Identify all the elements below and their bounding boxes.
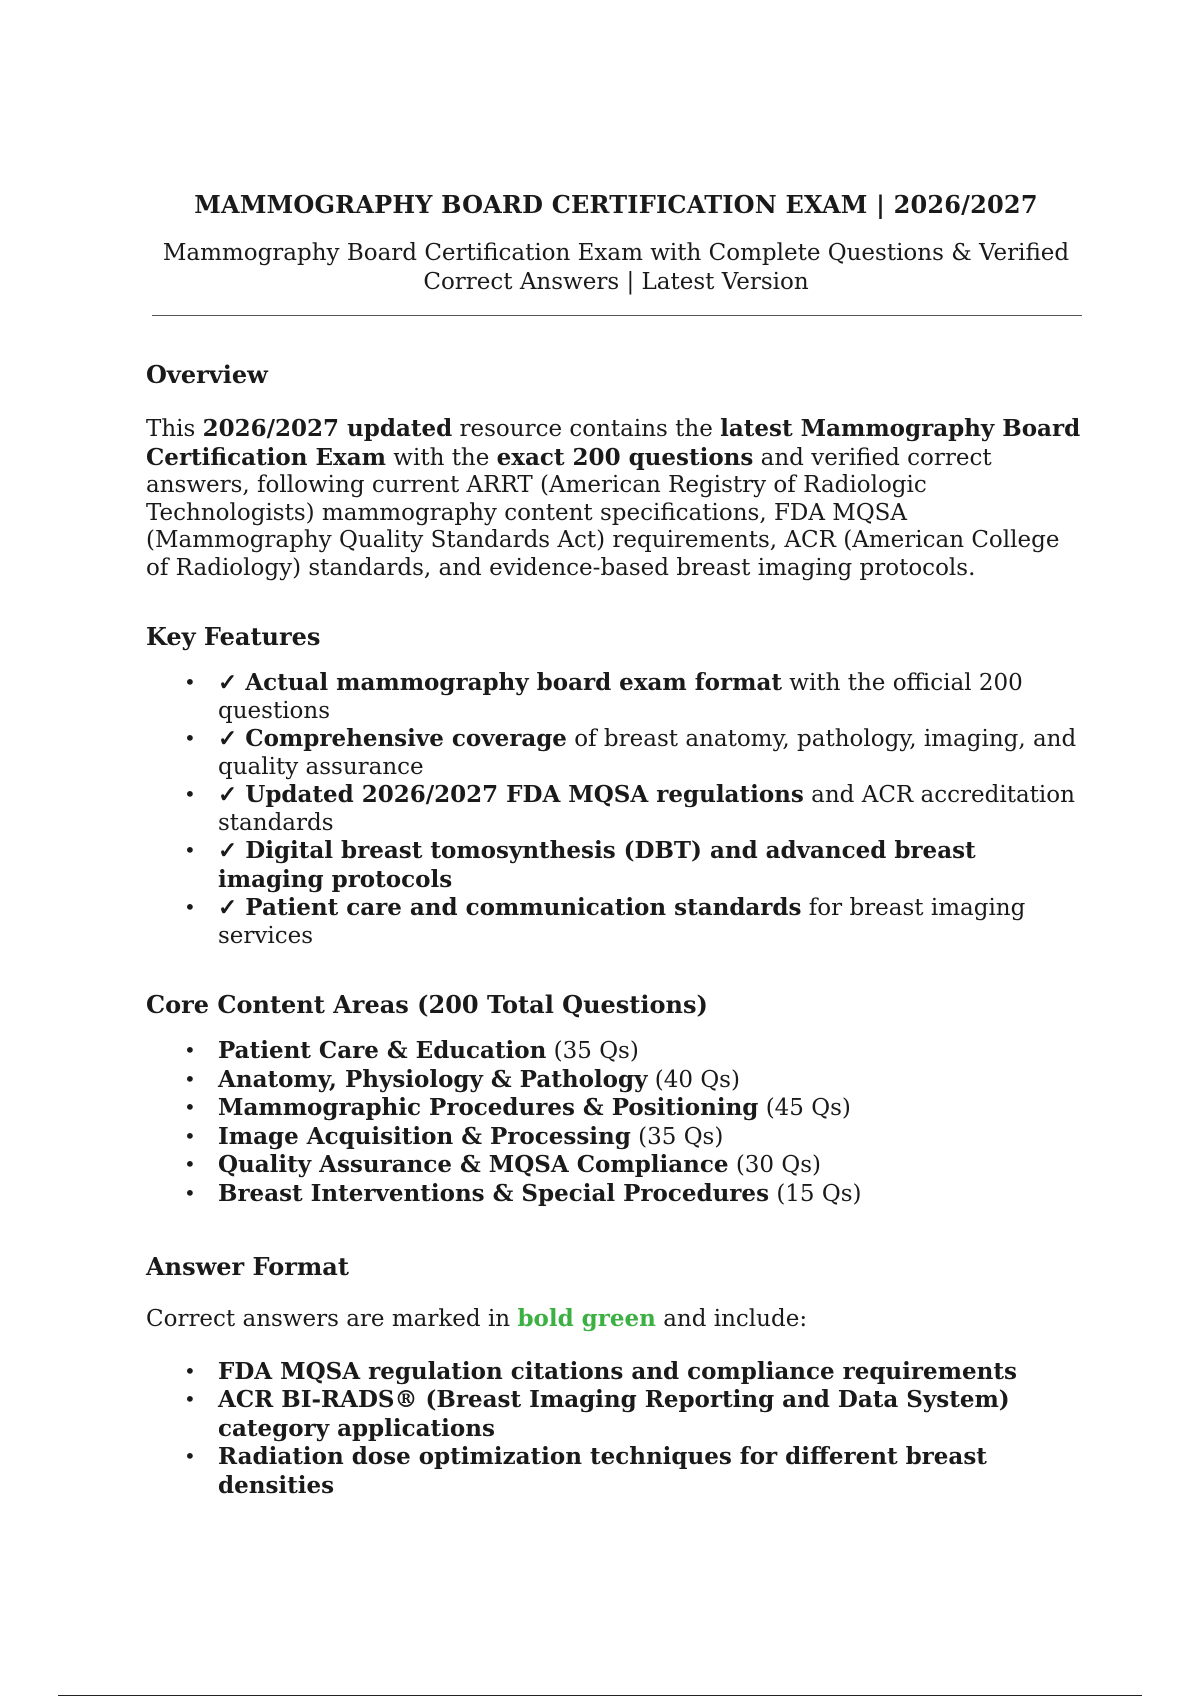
bullet-icon: • <box>184 1152 196 1176</box>
core-content-list <box>146 1037 1086 1208</box>
core-content-heading: Core Content Areas (200 Total Questions) <box>146 990 708 1019</box>
feature-bold: ✓ Digital breast tomosynthesis (DBT) and advanced breast imaging protocols <box>218 837 976 893</box>
area-name: Mammographic Procedures & Positioning <box>218 1094 759 1121</box>
bullet-icon: • <box>184 782 196 806</box>
area-name: Patient Care & Education <box>218 1037 547 1064</box>
answer-intro-after: and include: <box>655 1306 808 1332</box>
answer-format-intro <box>146 1305 1086 1334</box>
area-count: (35 Qs) <box>630 1123 724 1150</box>
answer-format-list <box>146 1358 1086 1501</box>
overview-bold-3: exact 200 questions <box>496 443 754 471</box>
bullet-icon: • <box>184 1066 196 1091</box>
list-item <box>184 894 1086 950</box>
overview-text-1: This <box>146 416 203 442</box>
answer-item: FDA MQSA regulation citations and compliance requirements <box>218 1357 1017 1385</box>
list-item <box>184 1065 1086 1095</box>
bullet-icon: • <box>184 1123 196 1148</box>
list-item <box>184 1037 1086 1066</box>
document-page <box>146 190 1086 1500</box>
area-name: Image Acquisition & Processing <box>218 1122 631 1150</box>
area-count: (45 Qs) <box>758 1095 851 1121</box>
list-item <box>184 1357 1086 1387</box>
feature-bold: ✓ Patient care and communication standards <box>218 894 802 921</box>
area-count: (35 Qs) <box>546 1038 639 1064</box>
overview-bold-1: 2026/2027 updated <box>202 415 453 442</box>
answer-item: Radiation dose optimization techniques for different breast densities <box>218 1443 987 1499</box>
area-count: (40 Qs) <box>647 1066 740 1093</box>
list-item <box>184 1386 1086 1443</box>
list-item <box>184 1122 1086 1152</box>
bullet-icon: • <box>184 895 196 919</box>
bullet-icon: • <box>184 838 196 862</box>
answer-intro-before: Correct answers are marked in <box>146 1306 518 1332</box>
list-item <box>184 1094 1086 1123</box>
overview-heading: Overview <box>146 360 268 389</box>
list-item <box>184 837 1086 894</box>
answer-item: ACR BI-RADS® (Breast Imaging Reporting and Data System) category applications <box>218 1386 1010 1442</box>
overview-paragraph <box>146 415 1086 582</box>
list-item <box>184 1151 1086 1180</box>
list-item <box>184 781 1086 837</box>
bullet-icon: • <box>184 726 196 750</box>
key-features-heading: Key Features <box>146 622 321 651</box>
feature-text: for breast imaging services <box>218 895 1026 949</box>
area-name: Quality Assurance & MQSA Compliance <box>218 1151 729 1178</box>
feature-text: with the official 200 questions <box>218 670 1023 724</box>
feature-bold: ✓ Actual mammography board exam format <box>218 669 782 696</box>
bullet-icon: • <box>184 1358 196 1383</box>
overview-text-4: and verified correct answers, following current ARRT (American Registry of Radiologic Technologists) mammography content specifications, FDA MQSA (Mammography Quality Standards Act) requirements, ACR (American College of Radiology) standards, and evidence-based breast imaging protocols. <box>146 444 1060 581</box>
area-name: Breast Interventions & Special Procedures <box>218 1179 770 1207</box>
list-item <box>184 1179 1086 1209</box>
bullet-icon: • <box>184 1095 196 1119</box>
feature-bold: ✓ Updated 2026/2027 FDA MQSA regulations <box>218 781 804 808</box>
list-item <box>184 669 1086 725</box>
answer-intro-highlight: bold green <box>517 1305 656 1332</box>
overview-bold-2: latest Mammography Board Certification Exam <box>146 415 1081 471</box>
page-footer-divider <box>58 1695 1142 1696</box>
bullet-icon: • <box>184 670 196 694</box>
bullet-icon: • <box>184 1038 196 1062</box>
feature-text: of breast anatomy, pathology, imaging, and quality assurance <box>218 726 1077 780</box>
bullet-icon: • <box>184 1180 196 1205</box>
overview-text-3: with the <box>385 444 497 471</box>
overview-text-2: resource contains the <box>452 416 721 442</box>
document-subtitle: Mammography Board Certification Exam with Complete Questions & Verified Correct Answers | Latest Version <box>162 240 1070 295</box>
key-features-list <box>146 669 1086 950</box>
answer-format-heading: Answer Format <box>146 1252 349 1281</box>
area-name: Anatomy, Physiology & Pathology <box>218 1065 648 1093</box>
bullet-icon: • <box>184 1444 196 1468</box>
area-count: (15 Qs) <box>769 1180 862 1207</box>
feature-bold: ✓ Comprehensive coverage <box>218 725 567 752</box>
bullet-icon: • <box>184 1387 196 1411</box>
list-item <box>184 725 1086 781</box>
title-divider <box>152 315 1082 316</box>
feature-text: and ACR accreditation standards <box>218 782 1075 836</box>
list-item <box>184 1443 1086 1500</box>
area-count: (30 Qs) <box>728 1152 822 1178</box>
document-title: MAMMOGRAPHY BOARD CERTIFICATION EXAM | 2026/2027 <box>194 190 1038 219</box>
